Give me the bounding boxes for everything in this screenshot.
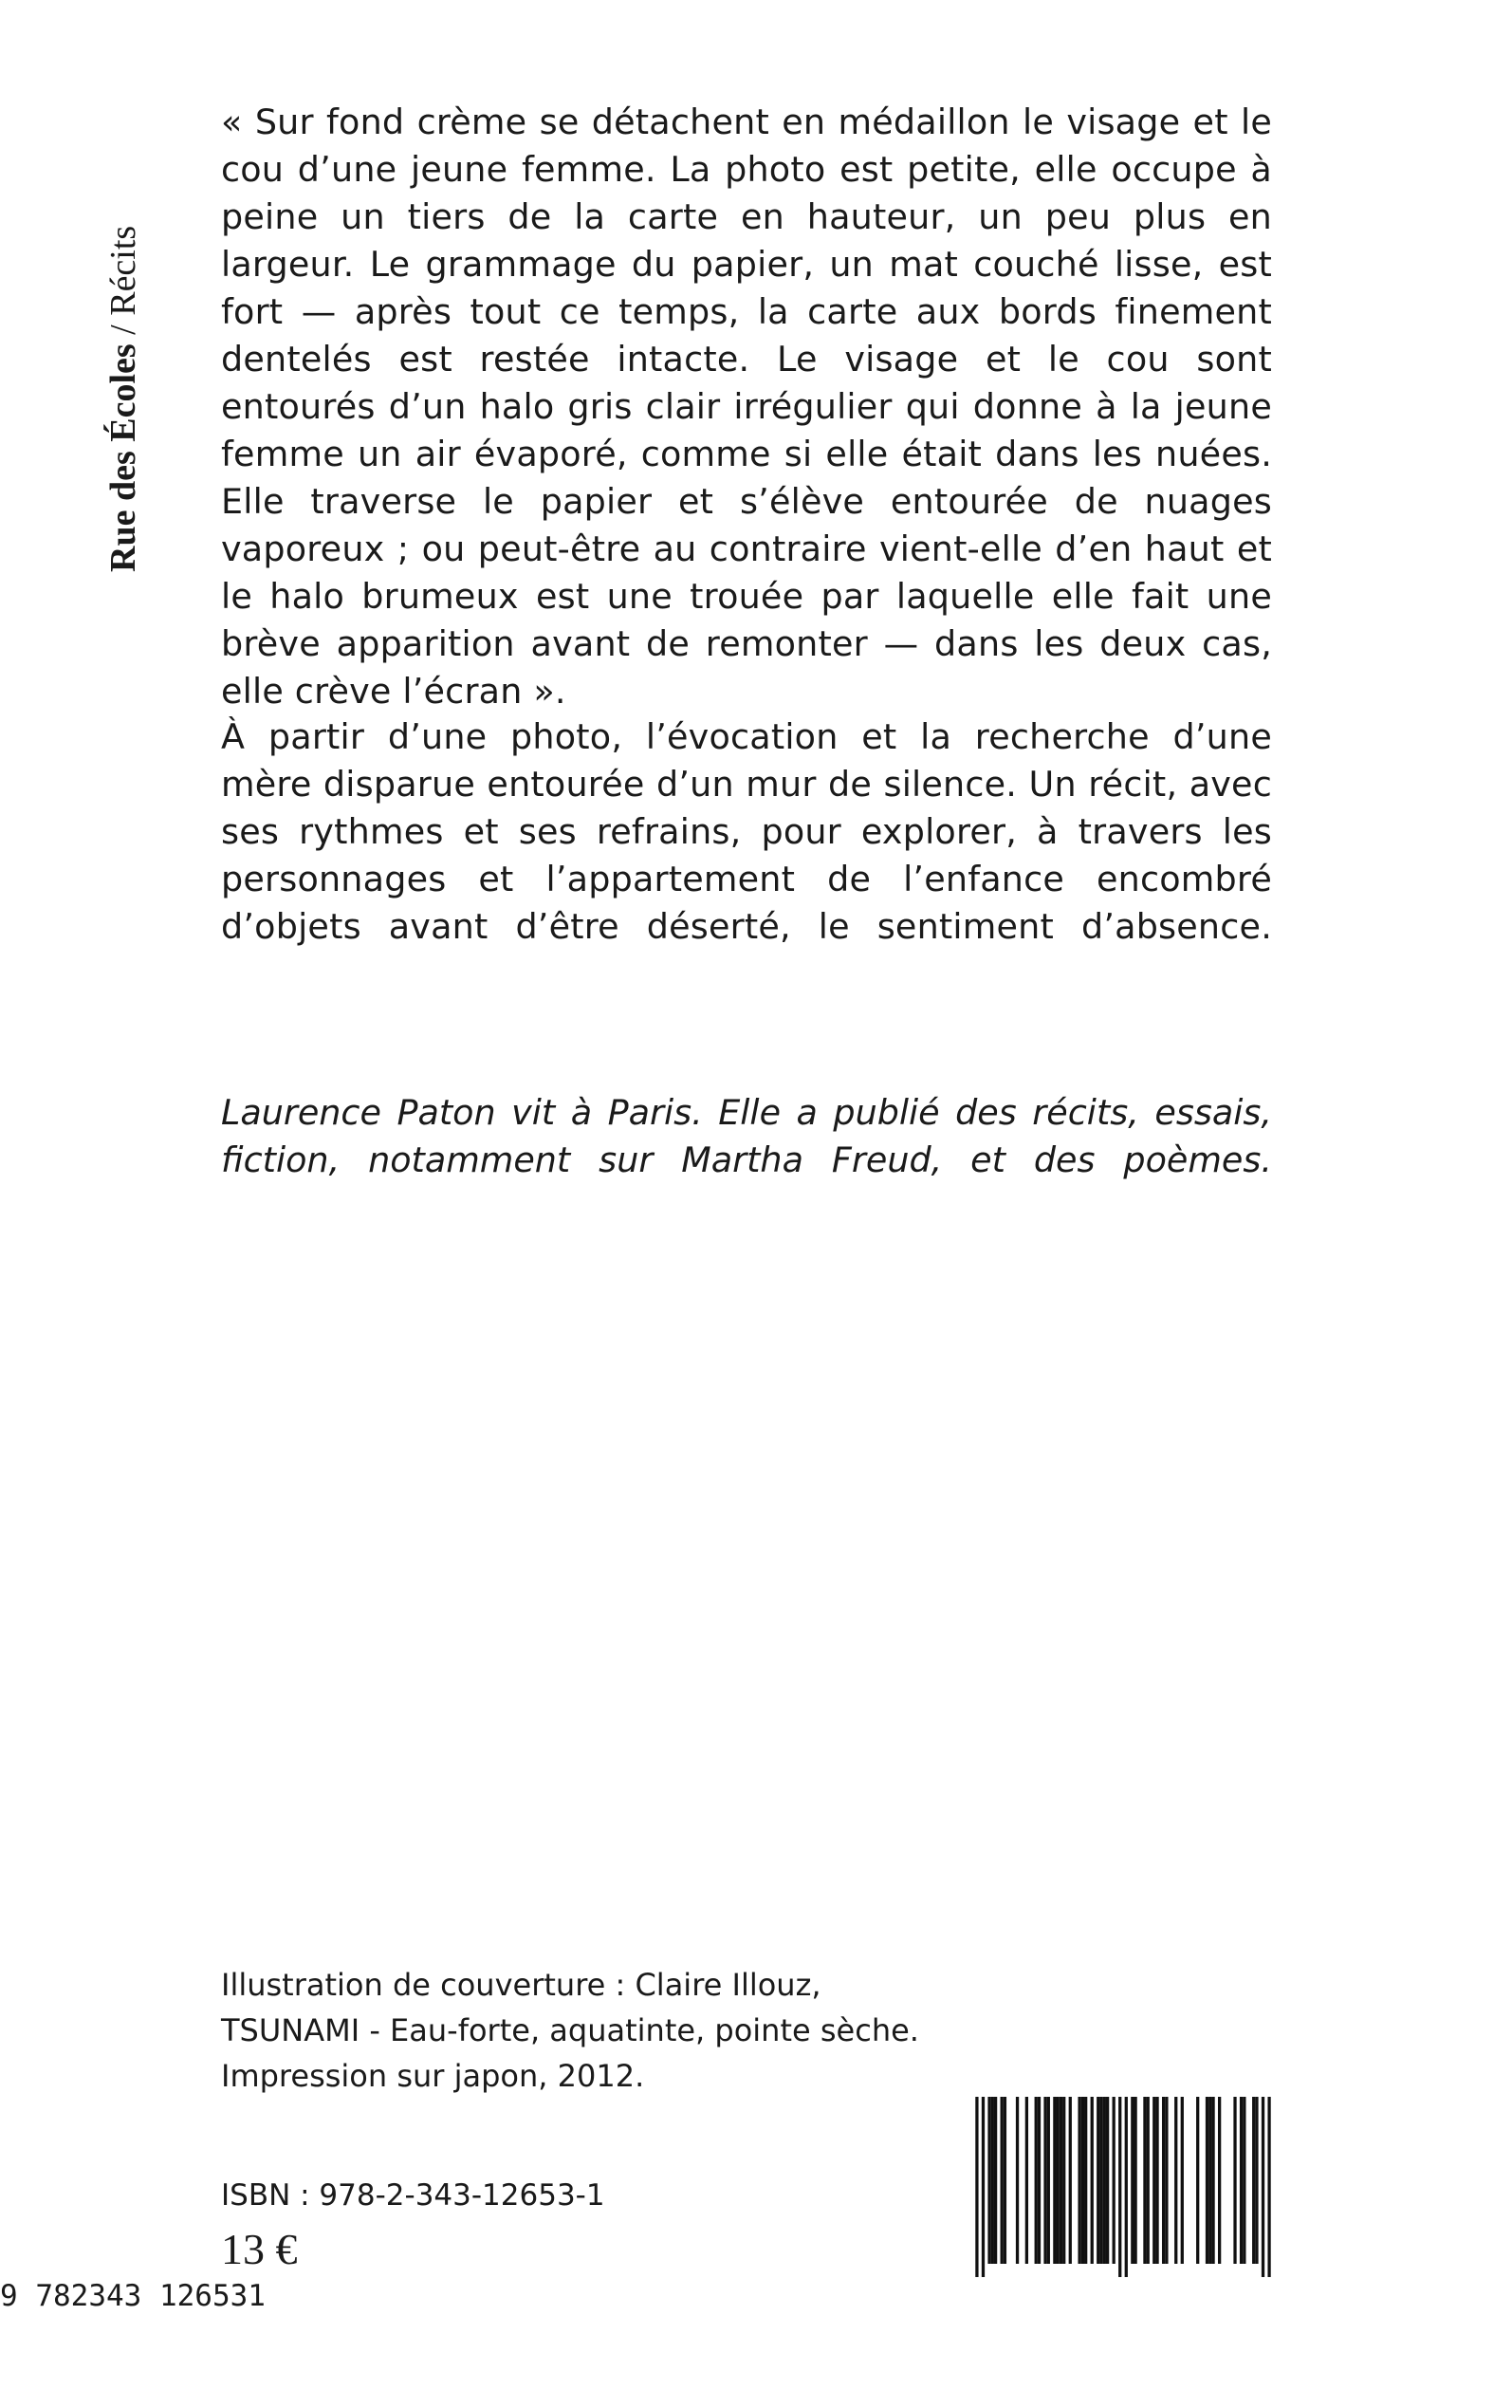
barcode-bar: [1181, 2097, 1184, 2264]
barcode-bar: [1084, 2097, 1087, 2264]
barcode-bar: [975, 2097, 978, 2277]
barcode-bar: [1069, 2097, 1072, 2264]
barcode-bar: [1131, 2097, 1134, 2264]
barcode-bar: [1016, 2097, 1019, 2264]
book-description: À partir d’une photo, l’évocation et la recherche d’une mère disparue entourée d’un mur de silence. Un récit, avec ses rythmes et ses refrains, pour explorer, à travers les personnages et l’appartement de l’enfance encombré d’objets avant d’être déserté, le sentiment d’absence.: [221, 716, 1272, 947]
barcode-bar: [1060, 2097, 1062, 2264]
spine-title: [99, 107, 148, 572]
barcode-bar: [1099, 2097, 1102, 2264]
barcode-bar: [1155, 2097, 1158, 2264]
barcode-bar: [1057, 2097, 1060, 2264]
barcode-bar: [1233, 2097, 1236, 2264]
barcode-bar: [1091, 2097, 1094, 2264]
barcode-bar: [1004, 2097, 1006, 2264]
barcode-bar: [1125, 2097, 1128, 2277]
credits-line-1: Illustration de couverture : Claire Illouz,: [221, 1967, 821, 2003]
barcode-bar: [1053, 2097, 1056, 2264]
collection-name: Récits: [103, 225, 143, 316]
credits-line-2: TSUNAMI - Eau-forte, aquatinte, pointe sèche.: [221, 2012, 919, 2048]
barcode-bar: [1001, 2097, 1004, 2264]
spine-separator: /: [103, 315, 143, 344]
barcode-bar: [1252, 2097, 1255, 2264]
barcode-bar: [1103, 2097, 1106, 2264]
series-name: Rue des Écoles: [103, 343, 143, 572]
excerpt-quote: « Sur fond crème se détachent en médaillon le visage et le cou d’une jeune femme. La photo est petite, elle occupe à peine un tiers de la carte en hauteur, un peu plus en largeur. Le grammage du papier, un mat couché lisse, est fort — après tout ce temps, la carte aux bords finement dentelés est restée intacte. Le visage et le cou sont entourés d’un halo gris clair irrégulier qui donne à la jeune femme un air évaporé, comme si elle était dans les nuées. Elle traverse le papier et s’élève entourée de nuages vaporeux ; ou peut-être au contraire vient-elle d’en haut et le halo brumeux est une trouée par laquelle elle fait une brève apparition avant de remonter — dans les deux cas, elle crève l’écran ».: [221, 102, 1272, 712]
barcode-bar: [1255, 2097, 1258, 2264]
barcode-bar: [1206, 2097, 1208, 2264]
barcode-bar: [991, 2097, 994, 2264]
barcode-bar: [1118, 2097, 1121, 2277]
barcode-bar: [1174, 2097, 1177, 2264]
barcode-bar: [1035, 2097, 1038, 2264]
barcode-bar: [1025, 2097, 1028, 2264]
barcode-bar: [982, 2097, 985, 2277]
barcode-bar: [1208, 2097, 1211, 2264]
credits-line-3: Impression sur japon, 2012.: [221, 2058, 645, 2094]
barcode-bar: [1147, 2097, 1150, 2264]
barcode-bar: [1262, 2097, 1264, 2277]
barcode: [972, 2097, 1274, 2290]
barcode-bar: [1143, 2097, 1146, 2264]
barcode-bar: [1097, 2097, 1099, 2264]
barcode-bar: [1162, 2097, 1165, 2264]
barcode-bar: [1062, 2097, 1065, 2264]
barcode-bar: [1081, 2097, 1084, 2264]
barcode-bar: [1165, 2097, 1168, 2264]
barcode-bars: [972, 2097, 1274, 2277]
barcode-bar: [1038, 2097, 1041, 2264]
barcode-bar: [1043, 2097, 1046, 2264]
barcode-bar: [1106, 2097, 1109, 2264]
barcode-bar: [1243, 2097, 1245, 2264]
barcode-bar: [1211, 2097, 1214, 2264]
barcode-bar: [994, 2097, 997, 2264]
barcode-digits: 9 782343 126531: [0, 2279, 266, 2313]
barcode-bar: [1152, 2097, 1155, 2264]
isbn-text: ISBN : 978-2-343-12653-1: [221, 2178, 605, 2213]
author-bio-text: vit à Paris. Elle a publié des récits, essais, fiction, notamment sur Martha Freud, et des poèmes.: [221, 1092, 1272, 1180]
barcode-bar: [987, 2097, 990, 2264]
barcode-bar: [1134, 2097, 1136, 2264]
cover-credits: [221, 1962, 1075, 2099]
barcode-bar: [1196, 2097, 1199, 2264]
author-bio: [221, 1089, 1272, 1184]
barcode-bar: [1267, 2097, 1270, 2277]
price-text: 13 €: [221, 2225, 298, 2273]
barcode-bar: [1078, 2097, 1080, 2264]
author-name: Laurence Paton: [221, 1092, 496, 1133]
barcode-bar: [1218, 2097, 1221, 2264]
barcode-bar: [1113, 2097, 1116, 2264]
barcode-bar: [1047, 2097, 1050, 2264]
barcode-bar: [1240, 2097, 1243, 2264]
